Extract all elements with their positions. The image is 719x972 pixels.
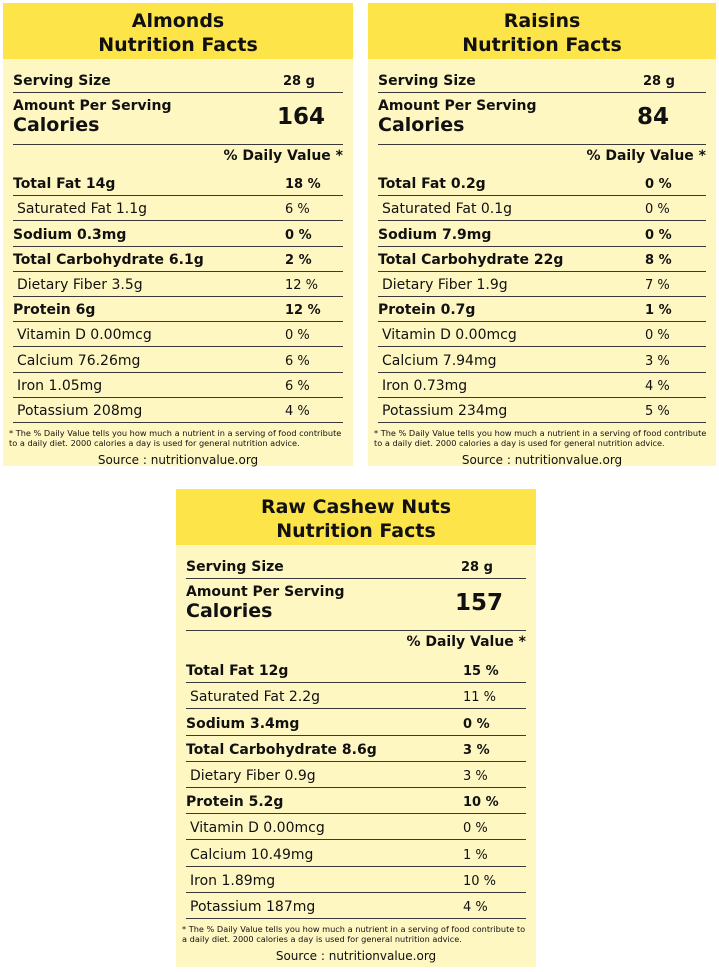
nutrient-label: Potassium 187mg	[190, 898, 316, 915]
nutrient-label: Potassium 208mg	[17, 402, 143, 419]
nutrient-row	[378, 195, 706, 221]
nutrient-daily-value: 0 %	[645, 202, 670, 218]
nutrient-label: Total Carbohydrate 22g	[378, 251, 564, 268]
calories-value: 84	[637, 104, 670, 130]
nutrition-card	[176, 489, 536, 967]
nutrient-row	[186, 892, 526, 919]
nutrient-row	[186, 761, 526, 788]
nutrient-daily-value: 15 %	[463, 664, 499, 680]
calories-value: 157	[455, 590, 504, 616]
nutrient-daily-value: 0 %	[645, 328, 670, 344]
calories-value: 164	[277, 104, 326, 130]
card-subtitle: Nutrition Facts	[462, 34, 622, 56]
nutrient-label: Total Fat 14g	[13, 176, 116, 193]
nutrient-row	[378, 246, 706, 272]
nutrient-label: Sodium 0.3mg	[13, 226, 127, 243]
nutrient-row	[13, 372, 343, 398]
nutrient-label: Calcium 76.26mg	[17, 352, 141, 369]
nutrient-row	[378, 296, 706, 322]
serving-size-value: 28 g	[643, 74, 675, 89]
serving-size-label: Serving Size	[186, 559, 284, 575]
nutrient-row	[186, 839, 526, 866]
nutrient-label: Calcium 7.94mg	[382, 352, 497, 369]
nutrient-row	[13, 296, 343, 322]
nutrient-row	[378, 220, 706, 246]
serving-size-row	[186, 551, 526, 579]
nutrient-row	[186, 866, 526, 893]
nutrient-row	[378, 170, 706, 196]
nutrient-row	[378, 346, 706, 372]
nutrient-label: Total Carbohydrate 8.6g	[186, 741, 377, 758]
nutrient-daily-value: 0 %	[645, 177, 672, 193]
calories-block	[186, 582, 526, 626]
nutrient-daily-value: 3 %	[463, 768, 488, 784]
daily-value-header: % Daily Value *	[586, 148, 706, 164]
nutrient-daily-value: 0 %	[645, 227, 672, 243]
nutrient-label: Vitamin D 0.00mcg	[17, 327, 152, 344]
daily-value-header: % Daily Value *	[406, 634, 526, 650]
nutrient-label: Calcium 10.49mg	[190, 846, 314, 863]
serving-size-label: Serving Size	[13, 73, 111, 89]
nutrient-label: Protein 0.7g	[378, 302, 476, 319]
nutrient-label: Sodium 7.9mg	[378, 226, 492, 243]
card-title: Raisins	[503, 10, 581, 32]
nutrient-daily-value: 4 %	[645, 378, 670, 394]
nutrient-daily-value: 18 %	[285, 177, 321, 193]
nutrient-daily-value: 0 %	[285, 328, 310, 344]
nutrient-row	[186, 682, 526, 709]
nutrient-daily-value: 11 %	[463, 690, 497, 706]
nutrient-label: Total Carbohydrate 6.1g	[13, 251, 204, 268]
nutrient-daily-value: 3 %	[645, 353, 670, 369]
nutrient-label: Vitamin D 0.00mcg	[190, 820, 325, 837]
calories-label: Calories	[186, 600, 273, 622]
footnote: * The % Daily Value tells you how much a nutrient in a serving of food contribute to a daily diet. 2000 calories a day is used for general nutrition advice.	[374, 428, 707, 448]
nutrient-label: Saturated Fat 0.1g	[382, 201, 513, 218]
nutrient-daily-value: 4 %	[285, 403, 310, 419]
amount-per-serving-label: Amount Per Serving	[186, 584, 345, 600]
nutrient-daily-value: 1 %	[463, 847, 488, 863]
nutrient-label: Vitamin D 0.00mcg	[382, 327, 517, 344]
amount-per-serving-label: Amount Per Serving	[378, 98, 537, 114]
calories-label: Calories	[378, 114, 465, 136]
serving-size-row	[378, 65, 706, 93]
nutrient-row	[13, 321, 343, 347]
nutrient-row	[186, 787, 526, 814]
nutrient-label: Potassium 234mg	[382, 402, 508, 419]
nutrient-daily-value: 4 %	[463, 899, 488, 915]
nutrient-daily-value: 1 %	[645, 303, 672, 319]
nutrition-card	[3, 3, 353, 466]
nutrient-row	[13, 346, 343, 372]
calories-divider	[186, 630, 526, 631]
nutrient-label: Iron 0.73mg	[382, 377, 468, 394]
serving-size-value: 28 g	[461, 560, 493, 575]
calories-divider	[378, 144, 706, 145]
card-header	[368, 3, 716, 59]
card-title: Raw Cashew Nuts	[260, 496, 452, 518]
nutrient-daily-value: 0 %	[463, 821, 488, 837]
nutrient-daily-value: 2 %	[285, 252, 312, 268]
daily-value-header: % Daily Value *	[223, 148, 343, 164]
nutrient-row	[378, 397, 706, 423]
source-credit: Source : nutritionvalue.org	[461, 453, 623, 467]
nutrient-daily-value: 0 %	[285, 227, 312, 243]
source-credit: Source : nutritionvalue.org	[97, 453, 259, 467]
nutrient-label: Iron 1.89mg	[190, 872, 276, 889]
calories-label: Calories	[13, 114, 100, 136]
nutrient-row	[378, 372, 706, 398]
nutrient-daily-value: 12 %	[285, 277, 319, 293]
source-credit: Source : nutritionvalue.org	[275, 949, 437, 963]
nutrition-card	[368, 3, 716, 466]
calories-block	[13, 96, 343, 140]
nutrient-daily-value: 6 %	[285, 378, 310, 394]
card-subtitle: Nutrition Facts	[276, 520, 436, 542]
nutrient-label: Protein 5.2g	[186, 794, 284, 811]
nutrient-row	[378, 271, 706, 297]
nutrient-row	[13, 220, 343, 246]
nutrient-row	[13, 271, 343, 297]
nutrient-label: Iron 1.05mg	[17, 377, 103, 394]
nutrient-label: Dietary Fiber 1.9g	[382, 276, 508, 293]
nutrient-label: Total Fat 12g	[186, 663, 289, 680]
card-title: Almonds	[131, 10, 225, 32]
amount-per-serving-label: Amount Per Serving	[13, 98, 172, 114]
card-header	[3, 3, 353, 59]
nutrient-row	[13, 246, 343, 272]
card-subtitle: Nutrition Facts	[98, 34, 258, 56]
nutrient-daily-value: 6 %	[285, 353, 310, 369]
nutrient-label: Saturated Fat 2.2g	[190, 689, 321, 706]
nutrient-row	[13, 195, 343, 221]
nutrient-label: Saturated Fat 1.1g	[17, 201, 148, 218]
footnote: * The % Daily Value tells you how much a nutrient in a serving of food contribute to a daily diet. 2000 calories a day is used for general nutrition advice.	[182, 924, 526, 944]
nutrient-daily-value: 10 %	[463, 795, 499, 811]
serving-size-row	[13, 65, 343, 93]
footnote: * The % Daily Value tells you how much a nutrient in a serving of food contribute to a daily diet. 2000 calories a day is used for general nutrition advice.	[9, 428, 342, 448]
nutrient-row	[186, 708, 526, 735]
nutrient-daily-value: 7 %	[645, 277, 670, 293]
nutrient-label: Dietary Fiber 0.9g	[190, 767, 316, 784]
nutrient-daily-value: 5 %	[645, 403, 670, 419]
nutrient-row	[186, 813, 526, 840]
serving-size-label: Serving Size	[378, 73, 476, 89]
card-header	[176, 489, 536, 545]
serving-size-value: 28 g	[283, 74, 315, 89]
nutrient-label: Sodium 3.4mg	[186, 715, 300, 732]
nutrient-row	[13, 397, 343, 423]
nutrient-daily-value: 3 %	[463, 742, 490, 758]
nutrient-row	[186, 656, 526, 683]
nutrient-daily-value: 6 %	[285, 202, 310, 218]
calories-block	[378, 96, 706, 140]
nutrient-daily-value: 0 %	[463, 716, 490, 732]
nutrient-daily-value: 12 %	[285, 303, 321, 319]
nutrient-label: Dietary Fiber 3.5g	[17, 276, 143, 293]
nutrient-row	[186, 735, 526, 762]
nutrient-label: Total Fat 0.2g	[378, 176, 486, 193]
nutrient-daily-value: 8 %	[645, 252, 672, 268]
nutrient-row	[378, 321, 706, 347]
calories-divider	[13, 144, 343, 145]
nutrient-label: Protein 6g	[13, 302, 96, 319]
nutrient-daily-value: 10 %	[463, 873, 497, 889]
nutrient-row	[13, 170, 343, 196]
